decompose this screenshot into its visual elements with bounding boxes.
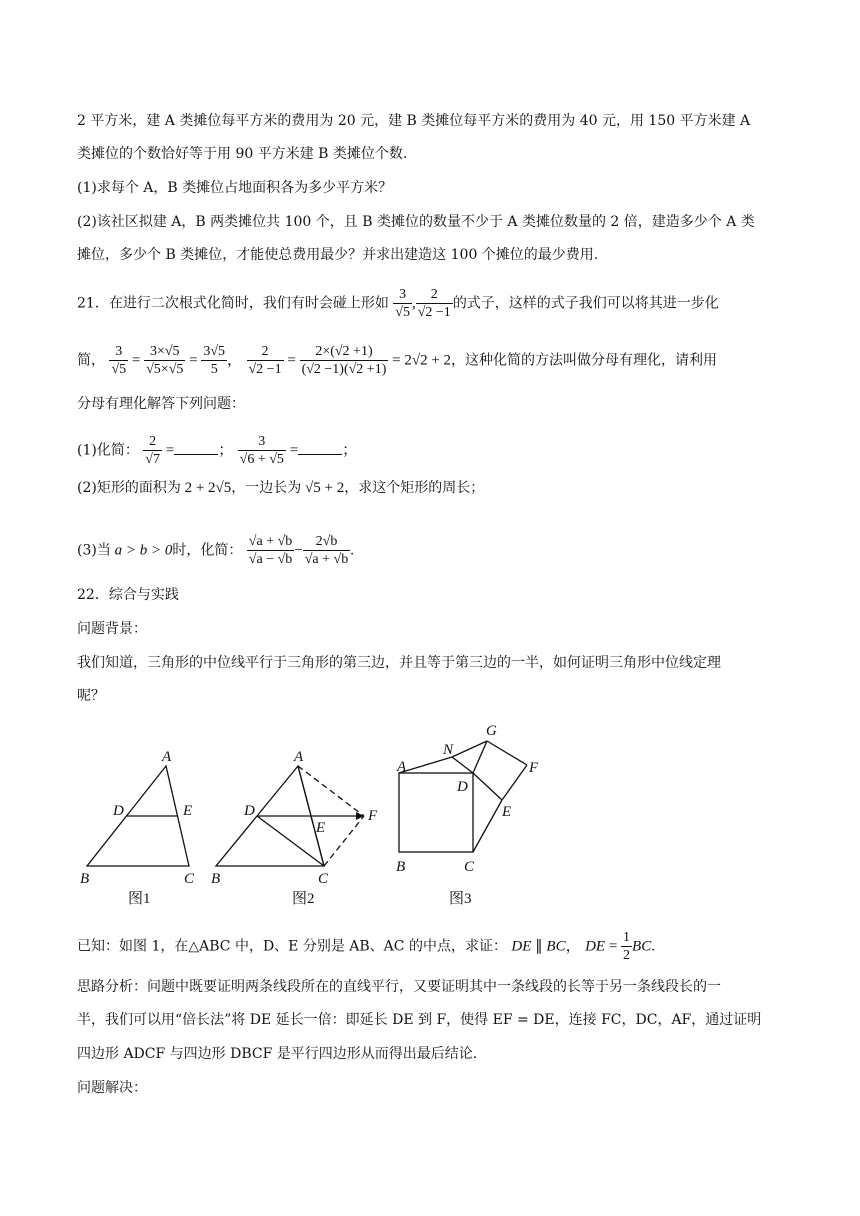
p22-background-2: 呢？ (77, 688, 105, 704)
svg-text:C: C (464, 859, 475, 875)
p22-solve-title: 问题解决： (77, 1080, 147, 1096)
p21-question-3: (3)当 a > b > 0时，化简： $\frac{√a + √b}{√a - √b}$ − $\frac{2√b}{√a + √b}$ . (77, 534, 354, 567)
p20-line-1: 2 平方米，建 A 类摊位每平方米的费用为 20 元，建 B 类摊位每平方米的费用为 40 元，用 150 平方米建 A (77, 113, 751, 129)
svg-text:A: A (397, 759, 407, 775)
svg-text:D: D (457, 779, 468, 795)
svg-text:D: D (113, 803, 124, 819)
formula-b: $\frac{2}{√2 -1}$ (248, 344, 282, 377)
svg-text:E: E (183, 803, 193, 819)
p21-simplify-line: 简， $\frac{3}{√5}$ = $\frac{3\times√5}{√5\times√5}$ = $\frac{3√5}{5}$ ， $\frac{2}{√2 -1}$ = $\frac{2\times(√2 +1)}{(√2 -1)(√2 +1)}$ = 2√2 + 2，这种化简的方法叫做分母有理化，请利用 (77, 344, 718, 377)
figure-3-caption: 图3 (449, 891, 472, 907)
example-fraction-2: $\frac{2}{√2 -1}$ (417, 287, 451, 320)
q2-tail: ，求这个矩形的周长； (344, 480, 485, 496)
formula-a: $\frac{3}{√5}$ (111, 344, 127, 377)
svg-text:A: A (294, 749, 304, 765)
p21-intro-tail: 的式子，这样的式子我们可以将其进一步化 (452, 295, 719, 312)
figure-1 (87, 766, 189, 866)
p22-analysis-3: 四边形 ADCF 与四边形 DBCF 是平行四边形从而得出最后结论. (77, 1046, 478, 1062)
figure-1-caption: 图1 (128, 891, 151, 907)
p22-analysis-1: 思路分析：问题中既要证明两条线段所在的直线平行，又要证明其中一条线段的长等于另一条线段长的一 (77, 979, 721, 995)
p22-background-1: 我们知道，三角形的中位线平行于三角形的第三边，并且等于第三边的一半，如何证明三角形中位线定理 (77, 655, 721, 671)
q3-label: (3)当 (77, 542, 111, 559)
p20-question-1: (1)求每个 A，B 类摊位占地面积各为多少平方米？ (77, 180, 393, 196)
svg-text:N: N (443, 742, 454, 758)
p22-analysis-2: 半，我们可以用“倍长法”将 DE 延长一倍：即延长 DE 到 F，使得 EF = DE，连接 FC，DC，AF，通过证明 (77, 1012, 762, 1028)
svg-text:A: A (162, 749, 172, 765)
given-text: 已知：如图 1，在△ABC 中，D、E 分别是 AB、AC 的中点，求证： (77, 938, 507, 955)
figure-2-caption: 图2 (292, 891, 315, 907)
svg-text:E: E (502, 804, 512, 820)
svg-text:B: B (396, 859, 406, 875)
p21-question-2: (2)矩形的面积为 2 + 2√5，一边长为 √5 + 2，求这个矩形的周长； (77, 480, 485, 496)
p22-given: 已知：如图 1，在△ABC 中，D、E 分别是 AB、AC 的中点，求证： DE ∥ BC， DE = $\frac{1}{2}$ BC. (77, 930, 655, 963)
q3-middle: 时，化简： (172, 542, 243, 559)
figure-3 (399, 741, 527, 852)
p21-simplify-tail: ，这种化简的方法叫做分母有理化，请利用 (451, 352, 718, 369)
p22-title: 22．综合与实践 (77, 587, 179, 603)
svg-text:B: B (80, 871, 90, 887)
figure-2 (216, 766, 364, 866)
p21-intro: 21．在进行二次根式化简时，我们有时会碰上形如 $\frac{3}{√5}$ , $\frac{2}{√2 -1}$ 的式子，这样的式子我们可以将其进一步化 (77, 287, 719, 320)
q2-middle: ，一边长为 (231, 480, 302, 496)
p20-question-2b: 摊位，多少个 B 类摊位，才能使总费用最少？并求出建造这 100 个摊位的最少费用. (77, 247, 599, 263)
p21-question-1: (1)化简： $\frac{2}{√7}$ = ； $\frac{3}{√6 + √5}$ = ； (77, 434, 358, 467)
svg-text:B: B (211, 871, 221, 887)
svg-text:F: F (368, 808, 378, 824)
svg-text:G: G (486, 723, 497, 739)
p21-intro-text: 21．在进行二次根式化简时，我们有时会碰上形如 (77, 295, 389, 312)
p22-background-title: 问题背景： (77, 621, 147, 637)
p20-line-2: 类摊位的个数恰好等于用 90 平方米建 B 类摊位个数. (77, 146, 408, 162)
svg-text:E: E (316, 820, 326, 836)
p21-line-3: 分母有理化解答下列问题： (77, 396, 245, 412)
p21-simplify-label: 简， (77, 352, 105, 369)
q1-label: (1)化简： (77, 442, 139, 459)
svg-text:D: D (244, 803, 255, 819)
svg-text:F: F (529, 760, 539, 776)
svg-text:C: C (318, 871, 329, 887)
example-fraction-1: $\frac{3}{√5}$ (395, 287, 410, 320)
svg-text:C: C (184, 871, 195, 887)
q2-label: (2)矩形的面积为 (77, 480, 181, 496)
p20-question-2a: (2)该社区拟建 A，B 两类摊位共 100 个，且 B 类摊位的数量不少于 A 类摊位数量的 2 倍，建造多少个 A 类 (77, 214, 755, 230)
